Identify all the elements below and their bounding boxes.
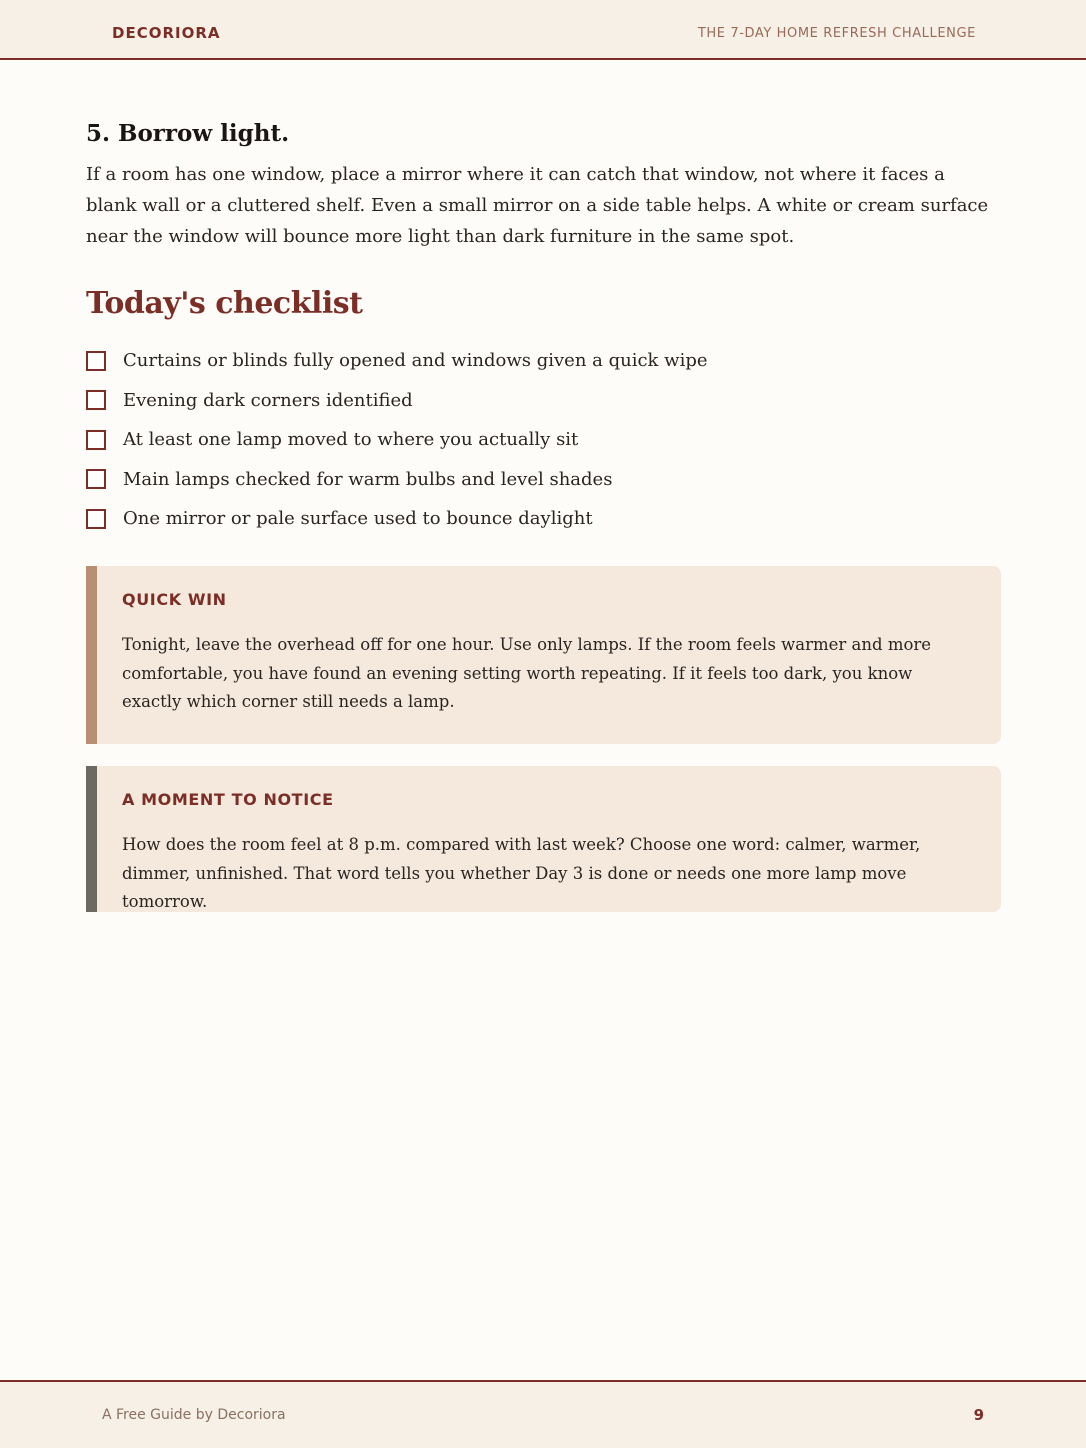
page-header [0,0,1086,60]
main-content [86,120,1001,539]
quick-win-title: QUICK WIN [122,590,227,609]
checklist [86,341,1001,539]
quick-win-callout [86,566,1001,744]
page-footer [0,1380,1086,1448]
checklist-item[interactable] [86,381,1001,421]
checklist-item-label: At least one lamp moved to where you actually sit [123,429,579,451]
checklist-heading: Today's checklist [86,286,363,321]
page-number: 9 [973,1406,984,1424]
moment-callout [86,766,1001,912]
checklist-item[interactable] [86,420,1001,460]
checkbox[interactable] [86,430,106,450]
checklist-item[interactable] [86,499,1001,539]
checklist-item[interactable] [86,460,1001,500]
checklist-item-label: Main lamps checked for warm bulbs and level shades [123,468,613,490]
checkbox[interactable] [86,390,106,410]
callout-accent-bar [86,566,97,744]
checkbox[interactable] [86,469,106,489]
callout-accent-bar [86,766,97,912]
guide-title: THE 7-DAY HOME REFRESH CHALLENGE [697,26,976,41]
quick-win-body: Tonight, leave the overhead off for one hour. Use only lamps. If the room feels warmer and more comfortable, you have found an evening setting worth repeating. If it feels too dark, you know exactly which corner still needs a lamp. [122,635,932,711]
checklist-item[interactable] [86,341,1001,381]
section-heading: 5. Borrow light. [86,120,290,147]
checklist-item-label: One mirror or pale surface used to bounce daylight [123,508,593,530]
moment-body: How does the room feel at 8 p.m. compared with last week? Choose one word: calmer, warmer, dimmer, unfinished. That word tells you whether Day 3 is done or needs one more lamp move tomorrow. [122,835,921,911]
checklist-item-label: Curtains or blinds fully opened and windows given a quick wipe [123,350,708,372]
checkbox[interactable] [86,509,106,529]
section-body: If a room has one window, place a mirror where it can catch that window, not where it faces a blank wall or a cluttered shelf. Even a small mirror on a side table helps. A white or cream surface near the window will bounce more light than dark furniture in the same spot. [86,164,989,247]
brand-name: DECORIORA [112,24,221,42]
checkbox[interactable] [86,351,106,371]
moment-title: A MOMENT TO NOTICE [122,790,334,809]
footer-text: A Free Guide by Decoriora [102,1407,286,1423]
checklist-item-label: Evening dark corners identified [123,389,413,411]
